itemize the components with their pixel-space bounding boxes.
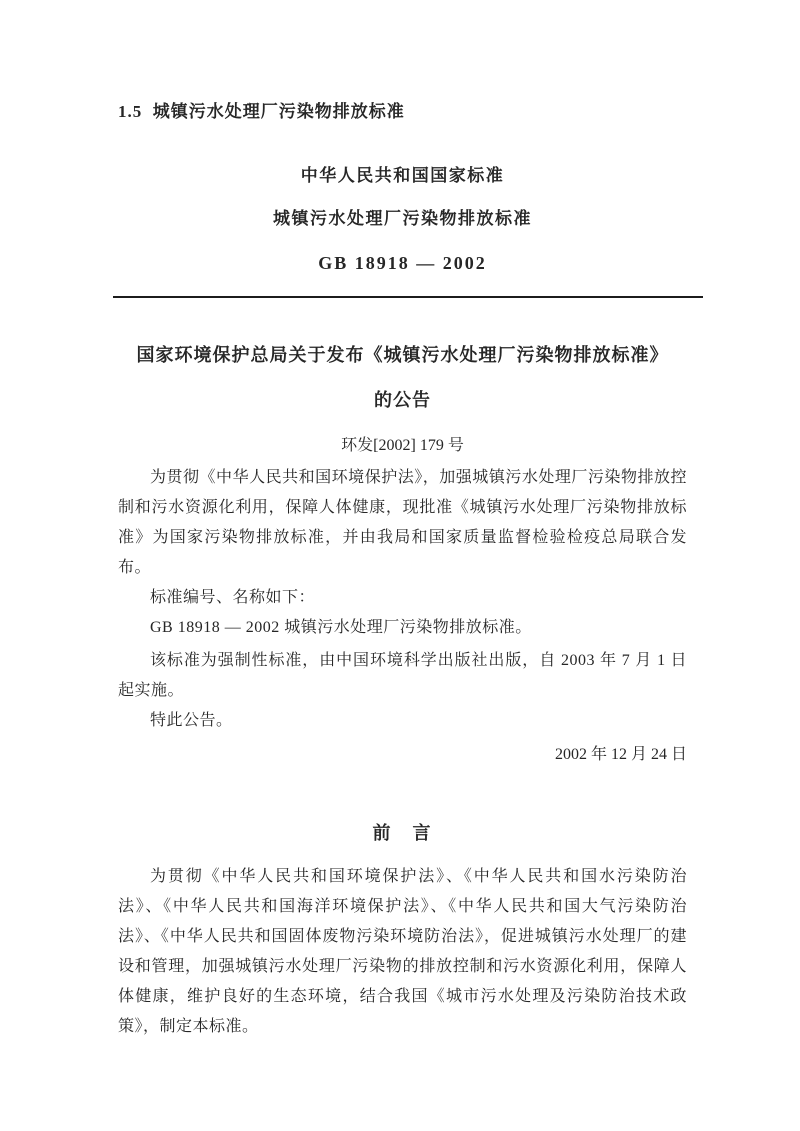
standard-code: GB 18918 — 2002 (318, 253, 487, 273)
standard-title: 城镇污水处理厂污染物排放标准 (273, 209, 532, 228)
announcement-paragraph: 为贯彻《中华人民共和国环境保护法》，加强城镇污水处理厂污染物排放控制和污水资源化利用，保障人体健康，现批准《城镇污水处理厂污染物排放标准》为国家污染物排放标准，并由我局和国家质量监督检验检疫总局联合发布。 (118, 469, 687, 576)
announcement-paragraph: 标准编号、名称如下： (150, 589, 316, 606)
announcement-paragraph: 该标准为强制性标准，由中国环境科学出版社出版，自 2003 年 7 月 1 日起实施。 (118, 652, 687, 699)
announcement-title-line2: 的公告 (374, 390, 431, 410)
foreword-heading: 前 言 (372, 823, 433, 843)
document-number: 环发[2002] 179 号 (341, 437, 464, 454)
announcement-paragraph: 特此公告。 (150, 712, 233, 729)
foreword-paragraph: 为贯彻《中华人民共和国环境保护法》、《中华人民共和国水污染防治法》、《中华人民共和国海洋环境保护法》、《中华人民共和国大气污染防治法》、《中华人民共和国固体废物污染环境防治法》，促进城镇污水处理厂的建设和管理，加强城镇污水处理厂污染物的排放控制和污水资源化利用，保障人体健康，维护良好的生态环境，结合我国《城市污水处理及污染防治技术政策》，制定本标准。 (118, 868, 687, 1035)
divider-rule (113, 296, 703, 298)
announcement-date: 2002 年 12 月 24 日 (554, 746, 687, 763)
section-heading: 1.5 城镇污水处理厂污染物排放标准 (118, 102, 405, 121)
announcement-title-line1: 国家环境保护总局关于发布《城镇污水处理厂污染物排放标准》 (136, 345, 669, 365)
announcement-paragraph: GB 18918 — 2002 城镇污水处理厂污染物排放标准。 (150, 619, 532, 636)
national-standard-label: 中华人民共和国国家标准 (300, 166, 505, 185)
